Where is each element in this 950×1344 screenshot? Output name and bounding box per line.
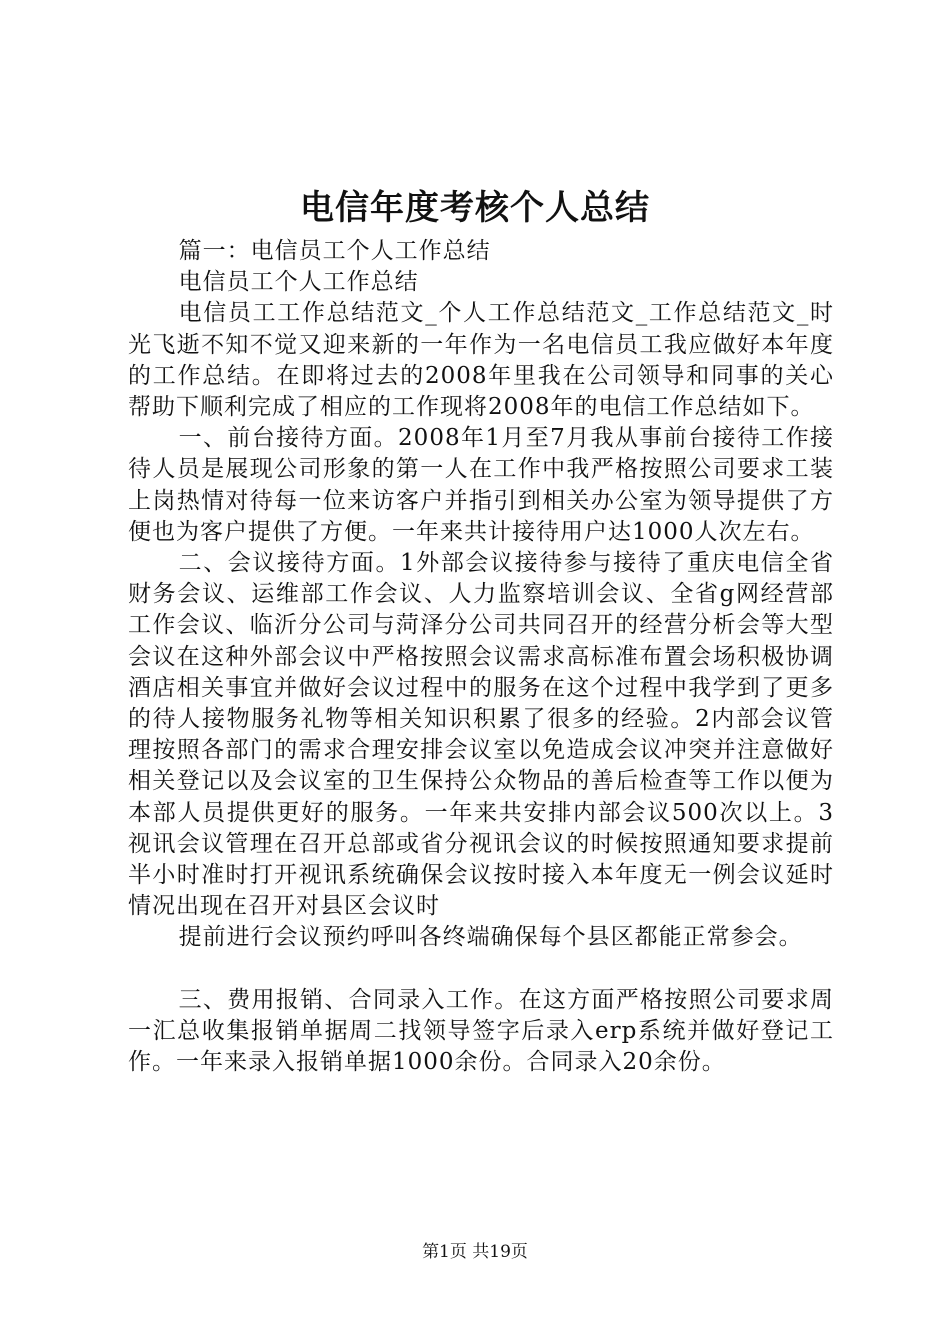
intro-paragraph: 电信员工工作总结范文_个人工作总结范文_工作总结范文_时光飞逝不知不觉又迎来新的一年作为一名电信员工我应做好本年度的工作总结。在即将过去的2008年里我在公司领导和同事的关心帮助下顺利完成了相应的工作现将2008年的电信工作总结如下。: [128, 300, 834, 421]
blank-line: [128, 954, 834, 985]
subtitle: 电信员工个人工作总结: [178, 269, 419, 296]
document-title: 电信年度考核个人总结: [300, 188, 650, 228]
document-body: [128, 236, 834, 1078]
page-number: 第1页 共19页: [422, 1242, 528, 1262]
reception-paragraph: 一、前台接待方面。2008年1月至7月我从事前台接待工作接待人员是展现公司形象的第一人在工作中我严格按照公司要求工装上岗热情对待每一位来访客户并指引到相关办公室为领导提供了方便也为客户提供了方便。一年来共计接待用户达1000人次左右。: [128, 425, 834, 545]
expense-paragraph: 三、费用报销、合同录入工作。在这方面严格按照公司要求周一汇总收集报销单据周二找领导签字后录入erp系统并做好登记工作。一年来录入报销单据1000余份。合同录入20余份。: [128, 986, 834, 1076]
meeting-paragraph: 二、会议接待方面。1外部会议接待参与接待了重庆电信全省财务会议、运维部工作会议、人力监察培训会议、全省g网经营部工作会议、临沂分公司与菏泽分公司共同召开的经营分析会等大型会议在这种外部会议中严格按照会议需求高标准布置会场积极协调酒店相关事宜并做好会议过程中的服务在这个过程中我学到了更多的待人接物服务礼物等相关知识积累了很多的经验。2内部会议管理按照各部门的需求合理安排会议室以免造成会议冲突并注意做好相关登记以及会议室的卫生保持公众物品的善后检查等工作以便为本部人员提供更好的服务。一年来共安排内部会议500次以上。3视讯会议管理在召开总部或省分视讯会议的时候按照通知要求提前半小时准时打开视讯系统确保会议按时接入本年度无一例会议延时情况出现在召开对县区会议时: [128, 550, 834, 920]
meeting-continuation-paragraph: 提前进行会议预约呼叫各终端确保每个县区都能正常参会。: [178, 924, 803, 951]
section-heading: 篇一：电信员工个人工作总结: [178, 238, 491, 264]
